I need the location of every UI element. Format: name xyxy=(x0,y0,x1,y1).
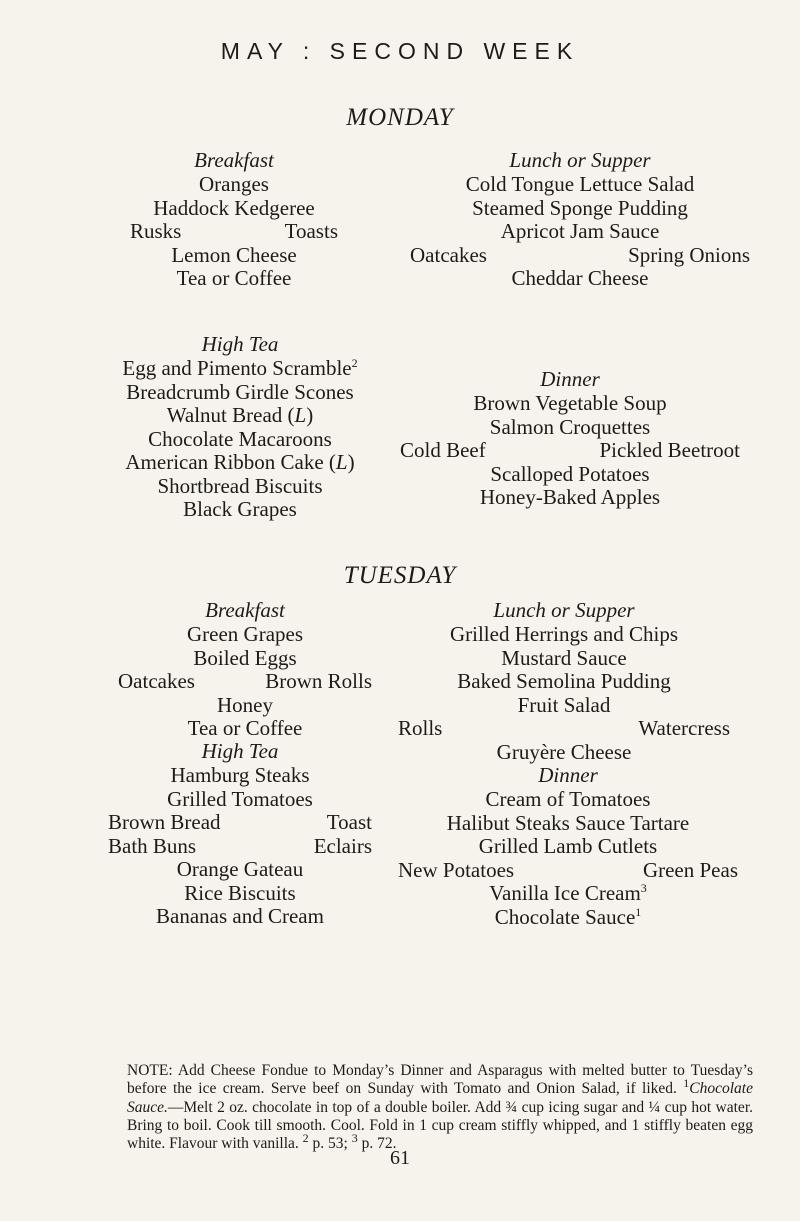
menu-item-right: Pickled Beetroot xyxy=(599,438,740,462)
menu-item-text: Tea or Coffee xyxy=(187,716,303,740)
menu-item xyxy=(108,764,372,788)
menu-item xyxy=(130,197,338,221)
tuesday-lunch-or-supper xyxy=(398,597,730,764)
menu-item-text: Honey xyxy=(217,692,273,717)
menu-item-text: Oranges xyxy=(199,172,269,196)
menu-item-left: New Potatoes xyxy=(398,857,515,882)
footnote-ref-2: 2 xyxy=(302,1131,309,1146)
menu-item xyxy=(400,439,740,463)
menu-item xyxy=(108,905,372,929)
menu-item-text: Halibut Steaks Sauce Tartare xyxy=(446,810,690,835)
menu-item xyxy=(410,267,750,291)
tuesday-dinner xyxy=(398,762,738,929)
menu-item-text: Haddock Kedgeree xyxy=(153,195,315,220)
menu-item-text: Apricot Jam Sauce xyxy=(500,219,660,243)
menu-item-text: Cold Tongue Lettuce Salad xyxy=(465,172,695,196)
menu-item-text: Green Grapes xyxy=(186,622,304,646)
menu-item xyxy=(108,788,372,812)
menu-item-text: Rice Biscuits xyxy=(184,880,296,905)
menu-item-text: Mustard Sauce xyxy=(501,645,627,670)
page-number: 61 xyxy=(390,1147,410,1169)
menu-item xyxy=(398,882,738,906)
menu-item xyxy=(110,475,370,499)
menu-item-text: Egg and Pimento Scramble xyxy=(122,356,352,380)
recipe-note-marker: L xyxy=(294,403,307,427)
menu-item xyxy=(398,670,730,694)
menu-item-text: Vanilla Ice Cream xyxy=(489,881,641,905)
menu-item-text: Brown Vegetable Soup xyxy=(473,391,667,415)
menu-item-right: Green Peas xyxy=(642,857,738,882)
menu-item xyxy=(118,647,372,671)
menu-item-text: American Ribbon Cake xyxy=(125,450,324,474)
menu-item xyxy=(400,416,740,440)
menu-item xyxy=(398,623,730,647)
menu-item xyxy=(398,835,738,859)
meal-heading: Breakfast xyxy=(205,598,285,622)
menu-item xyxy=(400,486,740,510)
menu-item xyxy=(118,623,372,647)
menu-item xyxy=(108,835,372,859)
menu-item-text: Orange Gateau xyxy=(176,857,304,881)
menu-item-text: Lemon Cheese xyxy=(171,242,297,267)
meal-heading: Lunch or Supper xyxy=(509,148,651,172)
footnote-ref-3: 3 xyxy=(351,1131,358,1146)
menu-item xyxy=(398,788,738,812)
menu-item-text: Grilled Tomatoes xyxy=(167,786,313,811)
menu-item xyxy=(118,694,372,718)
page-ref-2: p. 53; xyxy=(308,1135,352,1153)
menu-item-left: Cold Beef xyxy=(400,438,486,462)
running-head: MAY : SECOND WEEK xyxy=(220,38,580,64)
menu-item-text: Walnut Bread xyxy=(166,403,283,427)
menu-item-text: Breadcrumb Girdle Scones xyxy=(126,379,354,404)
menu-item xyxy=(108,882,372,906)
menu-item-right: Toast xyxy=(326,810,372,834)
footnote-paragraph xyxy=(127,1062,753,1153)
menu-item-text: Chocolate Sauce xyxy=(494,904,636,929)
footnote-marker: 3 xyxy=(640,881,647,895)
menu-item-text: Fruit Salad xyxy=(517,692,611,717)
footnote-marker: 1 xyxy=(635,904,642,919)
footnote-marker: 2 xyxy=(351,356,358,370)
menu-item-text: Boiled Eggs xyxy=(193,645,297,670)
menu-item-right: Watercress xyxy=(638,716,730,740)
meal-heading: Dinner xyxy=(540,367,600,391)
menu-item xyxy=(108,811,372,835)
menu-item-text: Grilled Herrings and Chips xyxy=(449,622,679,646)
menu-item xyxy=(398,859,738,883)
menu-item xyxy=(398,717,730,741)
menu-item-text: Cream of Tomatoes xyxy=(485,787,651,811)
menu-item xyxy=(130,244,338,268)
menu-item-text: Bananas and Cream xyxy=(156,904,324,928)
menu-item xyxy=(410,220,750,244)
menu-item xyxy=(110,498,370,522)
menu-item xyxy=(400,463,740,487)
page-ref-3: p. 72. xyxy=(357,1135,397,1153)
menu-item xyxy=(130,267,338,291)
menu-item-right: Eclairs xyxy=(313,833,372,858)
menu-item xyxy=(410,173,750,197)
footnote-ref-1: 1 xyxy=(683,1076,690,1091)
monday-lunch-or-supper xyxy=(410,147,750,291)
day-heading-monday: MONDAY xyxy=(346,104,454,131)
menu-item xyxy=(400,392,740,416)
menu-item xyxy=(398,741,730,765)
note-text-1: NOTE: Add Cheese Fondue to Monday’s Dinner and Asparagus with melted butter to Tuesday’s before the ice cream. Serve beef on Sunday with Tomato and Onion Salad, if liked. xyxy=(127,1062,753,1098)
menu-item-left: Rolls xyxy=(398,716,443,740)
menu-item-right: Toasts xyxy=(284,219,338,243)
menu-item xyxy=(130,173,338,197)
menu-item-text: Gruyère Cheese xyxy=(496,739,632,764)
menu-item-text: Baked Semolina Pudding xyxy=(457,669,671,693)
menu-item xyxy=(398,906,738,930)
menu-item-left: Brown Bread xyxy=(108,810,221,834)
menu-item xyxy=(398,812,738,836)
meal-heading: Breakfast xyxy=(194,148,274,172)
menu-item-text: Hamburg Steaks xyxy=(170,763,310,787)
menu-item xyxy=(398,694,730,718)
menu-item-text: Scalloped Potatoes xyxy=(490,461,650,486)
menu-item-text: Chocolate Macaroons xyxy=(148,426,332,451)
menu-item xyxy=(130,220,338,244)
menu-item-left: Rusks xyxy=(130,219,182,243)
monday-breakfast xyxy=(130,147,338,291)
meal-heading: High Tea xyxy=(201,739,279,763)
meal-heading: Lunch or Supper xyxy=(493,598,635,622)
menu-item-right: Brown Rolls xyxy=(265,669,372,693)
meal-heading: Dinner xyxy=(538,763,598,787)
menu-item: Walnut Bread (L) xyxy=(166,403,314,427)
menu-item xyxy=(110,381,370,405)
menu-item xyxy=(398,647,730,671)
tuesday-breakfast xyxy=(118,597,372,741)
menu-item-text: Shortbread Biscuits xyxy=(157,473,323,498)
menu-item-text: Grilled Lamb Cutlets xyxy=(478,834,658,858)
menu-item-left: Oatcakes xyxy=(118,669,195,693)
menu-item xyxy=(118,670,372,694)
recipe-title: Chocolate Sauce. xyxy=(127,1080,753,1116)
menu-item-left: Bath Buns xyxy=(108,833,197,858)
note-text-2: —Melt 2 oz. chocolate in top of a double boiler. Add ¾ cup icing sugar and ¼ cup hot water. Bring to boil. Cook till smooth. Cool. Fold in 1 cup cream stiffly whipped, and 1 stiffly beaten egg white. Flavour with vanilla. xyxy=(127,1098,753,1153)
meal-heading: High Tea xyxy=(201,332,279,356)
monday-dinner xyxy=(400,366,740,510)
menu-item xyxy=(118,717,372,741)
menu-item xyxy=(410,197,750,221)
tuesday-high-tea xyxy=(108,738,372,929)
menu-item-text: Honey-Baked Apples xyxy=(479,485,661,509)
day-heading-tuesday: TUESDAY xyxy=(343,562,457,589)
monday-high-tea xyxy=(110,331,370,522)
menu-item-text: Salmon Croquettes xyxy=(489,414,651,439)
recipe-note-marker: L xyxy=(335,450,348,474)
menu-item-text: Tea or Coffee xyxy=(176,266,292,290)
menu-item-text: Steamed Sponge Pudding xyxy=(472,195,688,220)
menu-item-right: Spring Onions xyxy=(628,242,750,267)
menu-item-left: Oatcakes xyxy=(410,242,487,267)
menu-item xyxy=(110,357,370,381)
menu-item-text: Cheddar Cheese xyxy=(511,266,649,290)
menu-item: American Ribbon Cake (L) xyxy=(125,450,355,474)
menu-item xyxy=(410,244,750,268)
menu-item xyxy=(108,858,372,882)
menu-item-text: Black Grapes xyxy=(183,497,297,521)
menu-item xyxy=(110,428,370,452)
